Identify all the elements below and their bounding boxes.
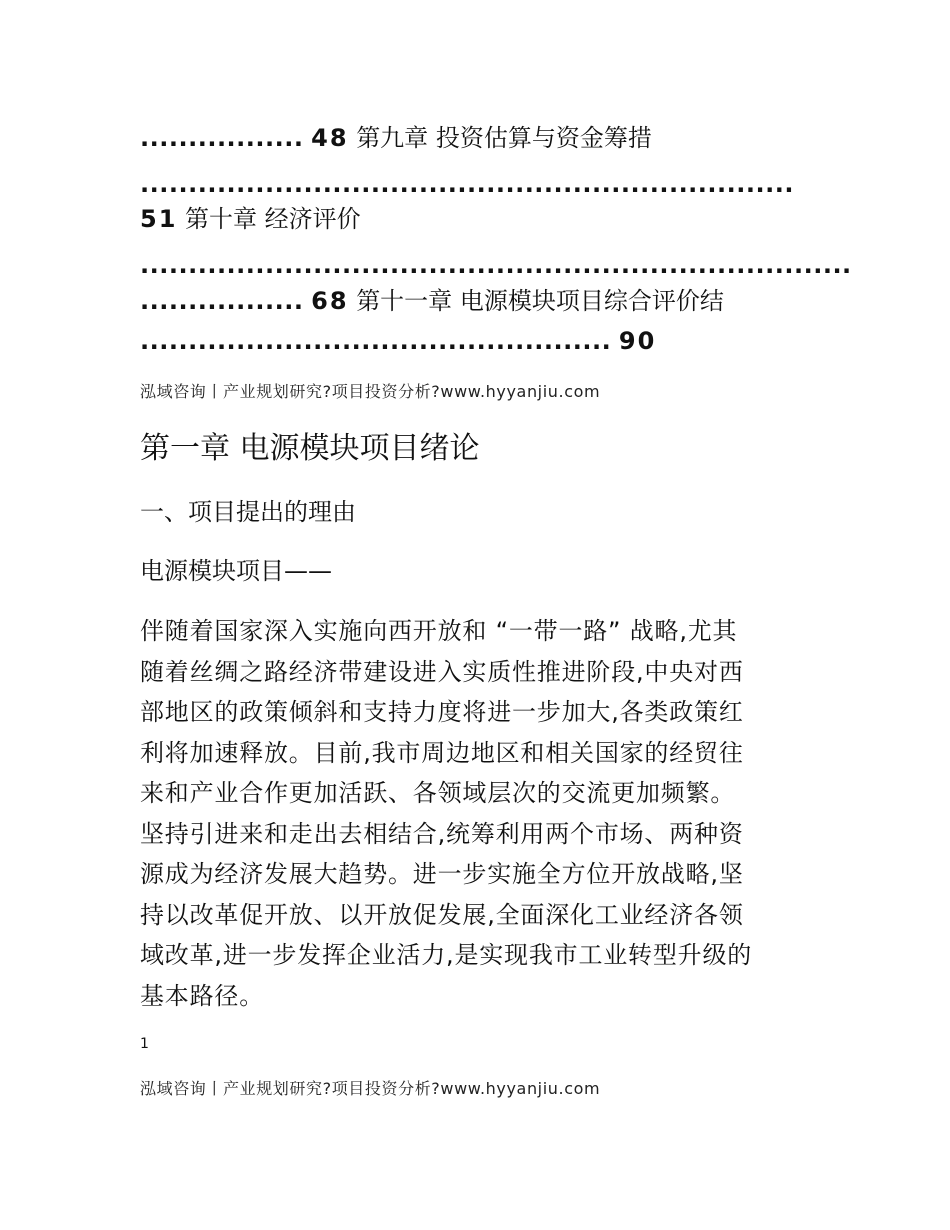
toc-page-number: 68 bbox=[311, 287, 349, 315]
toc-leader-dots: .......................................................................... bbox=[140, 251, 852, 279]
toc-entry-title: 第十一章 电源模块项目综合评价结 bbox=[356, 287, 724, 315]
toc-page-number: 48 bbox=[311, 124, 349, 152]
paragraph-line: 利将加速释放。目前,我市周边地区和相关国家的经贸往 bbox=[140, 739, 744, 767]
paragraph-line: 部地区的政策倾斜和支持力度将进一步加大,各类政策红 bbox=[140, 698, 744, 726]
paragraph-line: 基本路径。 bbox=[140, 982, 264, 1010]
paragraph-line: 来和产业合作更加活跃、各领域层次的交流更加频繁。 bbox=[140, 779, 736, 807]
toc-page-number: 51 bbox=[140, 205, 178, 233]
paragraph-line: 伴随着国家深入实施向西开放和 “一带一路” 战略,尤其 bbox=[140, 617, 738, 645]
toc-leader-dots: .................................................................... bbox=[140, 170, 794, 198]
page-footer: 泓域咨询丨产业规划研究?项目投资分析?www.hyyanjiu.com bbox=[140, 1079, 601, 1098]
paragraph-line: 持以改革促开放、以开放促发展,全面深化工业经济各领 bbox=[140, 901, 744, 929]
toc-line-6 bbox=[140, 329, 656, 353]
toc-line-4 bbox=[140, 253, 852, 277]
page-header: 泓域咨询丨产业规划研究?项目投资分析?www.hyyanjiu.com bbox=[140, 382, 601, 401]
paragraph-line: 随着丝绸之路经济带建设进入实质性推进阶段,中央对西 bbox=[140, 658, 744, 686]
page-number: 1 bbox=[140, 1036, 149, 1052]
paragraph-line: 域改革,进一步发挥企业活力,是实现我市工业转型升级的 bbox=[140, 941, 753, 969]
toc-leader-dots: ................. bbox=[140, 124, 304, 152]
paragraph-line: 源成为经济发展大趋势。进一步实施全方位开放战略,坚 bbox=[140, 860, 744, 888]
toc-entry-title: 第九章 投资估算与资金筹措 bbox=[356, 124, 652, 152]
toc-line-2 bbox=[140, 172, 794, 196]
paragraph-line: 坚持引进来和走出去相结合,统筹利用两个市场、两种资 bbox=[140, 820, 744, 848]
toc-leader-dots: ................................................. bbox=[140, 327, 612, 355]
toc-line-5 bbox=[140, 289, 724, 313]
toc-line-3 bbox=[140, 207, 361, 231]
toc-leader-dots: ................. bbox=[140, 287, 304, 315]
toc-page-number: 90 bbox=[618, 327, 657, 355]
chapter-title: 第一章 电源模块项目绪论 bbox=[140, 431, 480, 466]
project-subtitle: 电源模块项目—— bbox=[140, 557, 332, 585]
section-title: 一、项目提出的理由 bbox=[140, 498, 356, 526]
toc-entry-title: 第十章 经济评价 bbox=[185, 205, 361, 233]
toc-line-1 bbox=[140, 126, 652, 150]
